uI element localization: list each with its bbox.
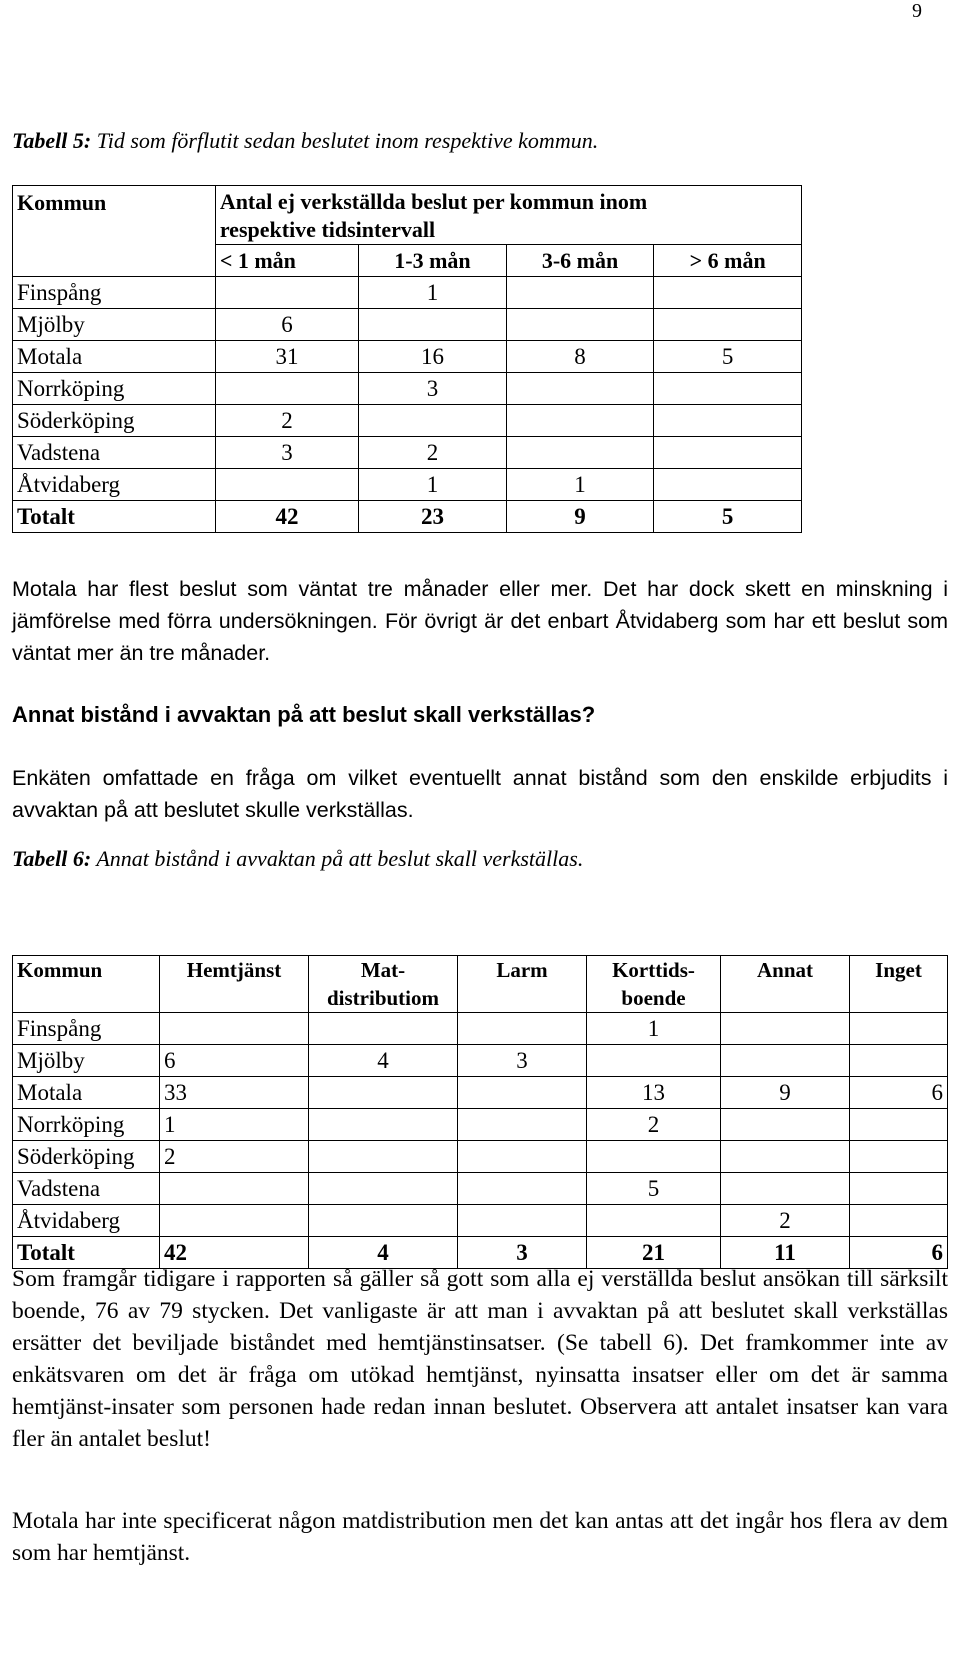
table-row	[13, 373, 802, 405]
paragraph-motala-summary: Motala har flest beslut som väntat tre månader eller mer. Det har dock skett en minskning i jämförelse med förra undersökningen. För övrigt är det enbart Åtvidaberg som har ett beslut som väntat mer än tre månader.	[12, 577, 948, 665]
table6-header-kort-line1: Korttids-	[612, 958, 695, 982]
table5-interval-header: 1-3 mån	[359, 245, 507, 277]
cell-value	[850, 1109, 948, 1141]
cell-value	[721, 1141, 850, 1173]
table-row	[13, 405, 802, 437]
cell-value	[215, 373, 358, 405]
cell-value: 9	[721, 1077, 850, 1109]
cell-kommun: Finspång	[13, 1013, 160, 1045]
paragraph-motala-note: Motala har inte specificerat någon matdistribution men det kan antas att det ingår hos flera av dem som har hemtjänst.	[12, 1508, 948, 1566]
cell-value	[721, 1013, 850, 1045]
table6-header-hemtjanst: Hemtjänst	[160, 956, 309, 1013]
cell-value	[654, 405, 802, 437]
table-row	[13, 469, 802, 501]
table5-caption	[12, 128, 598, 154]
cell-value: 6	[850, 1237, 948, 1269]
cell-value: 2	[721, 1205, 850, 1237]
cell-value: 2	[160, 1141, 309, 1173]
cell-value	[359, 309, 507, 341]
cell-value: 1	[587, 1013, 721, 1045]
cell-value	[587, 1141, 721, 1173]
table5-group-header-line1: Antal ej verkställda beslut per kommun inom	[219, 189, 648, 214]
cell-value: 42	[160, 1237, 309, 1269]
table5-group-header-line2: respektive tidsintervall	[219, 217, 436, 242]
table5-body	[13, 277, 802, 533]
cell-value	[654, 373, 802, 405]
cell-kommun: Motala	[13, 1077, 160, 1109]
cell-value: 33	[160, 1077, 309, 1109]
table-row	[13, 1109, 948, 1141]
page-number: 9	[912, 0, 922, 22]
cell-value	[506, 437, 654, 469]
cell-value	[309, 1109, 458, 1141]
cell-value	[654, 437, 802, 469]
cell-value	[458, 1173, 587, 1205]
cell-kommun: Mjölby	[13, 1045, 160, 1077]
cell-value	[850, 1173, 948, 1205]
cell-value: 5	[654, 501, 802, 533]
cell-value: 1	[160, 1109, 309, 1141]
cell-value	[160, 1013, 309, 1045]
cell-value	[850, 1013, 948, 1045]
cell-value	[309, 1205, 458, 1237]
cell-kommun: Motala	[13, 341, 216, 373]
table-row	[13, 1013, 948, 1045]
cell-value	[506, 405, 654, 437]
table-row	[13, 1173, 948, 1205]
table5-interval-header: < 1 mån	[215, 245, 358, 277]
cell-value: 11	[721, 1237, 850, 1269]
cell-value	[587, 1045, 721, 1077]
section-heading: Annat bistånd i avvaktan på att beslut skall verkställas?	[12, 702, 596, 727]
cell-value: 16	[359, 341, 507, 373]
table6-header-annat: Annat	[721, 956, 850, 1013]
table6-header-mat-line2: distributiom	[326, 986, 439, 1010]
cell-value	[309, 1013, 458, 1045]
paragraph-survey: Enkäten omfattade en fråga om vilket eventuellt annat bistånd som den enskilde erbjudits i avvaktan på att beslutet skulle verkställas.	[12, 766, 948, 822]
table6-header-mat-line1: Mat-	[360, 958, 406, 982]
cell-value	[721, 1173, 850, 1205]
cell-value	[654, 277, 802, 309]
cell-value	[309, 1173, 458, 1205]
cell-kommun: Vadstena	[13, 1173, 160, 1205]
table6-caption-text: Annat bistånd i avvaktan på att beslut skall verkställas.	[91, 846, 584, 871]
table5	[12, 185, 802, 533]
cell-value	[654, 469, 802, 501]
cell-value: 5	[587, 1173, 721, 1205]
cell-value: 6	[215, 309, 358, 341]
table6-header-kommun: Kommun	[13, 956, 160, 1013]
table5-group-header	[215, 186, 801, 245]
cell-value	[850, 1205, 948, 1237]
table5-interval-header: > 6 mån	[654, 245, 802, 277]
cell-kommun: Söderköping	[13, 405, 216, 437]
paragraph-analysis: Som framgår tidigare i rapporten så gäller så gott som alla ej verställda beslut ansökan till särksilt boende, 76 av 79 stycken. Det vanligaste är att man i avvaktan på att beslutet skall verkställas ersätter det beviljade biståndet med hemtjänstinsatser. (Se tabell 6). Det framkommer inte av enkätsvaren om det är fråga om utökad hemtjänst, nyinsatta insatser eller om det är samma hemtjänst-insater som personen hade redan innan beslutet. Observera att antalet insatser kan vara fler än antalet beslut!	[12, 1266, 948, 1452]
cell-value: 2	[215, 405, 358, 437]
table-row	[13, 437, 802, 469]
table5-caption-text: Tid som förflutit sedan beslutet inom respektive kommun.	[91, 128, 599, 153]
cell-value: 3	[458, 1045, 587, 1077]
cell-kommun: Söderköping	[13, 1141, 160, 1173]
table5-header-kommun: Kommun	[13, 186, 216, 277]
table-row	[13, 1141, 948, 1173]
cell-value: 23	[359, 501, 507, 533]
cell-kommun: Norrköping	[13, 373, 216, 405]
table-row	[13, 341, 802, 373]
cell-value: 9	[506, 501, 654, 533]
cell-value	[458, 1205, 587, 1237]
cell-value	[309, 1077, 458, 1109]
table-row	[13, 1205, 948, 1237]
total-row	[13, 501, 802, 533]
table6-header-inget: Inget	[850, 956, 948, 1013]
cell-value	[458, 1077, 587, 1109]
cell-value	[215, 277, 358, 309]
cell-value	[458, 1141, 587, 1173]
table-row	[13, 277, 802, 309]
cell-value: 3	[215, 437, 358, 469]
cell-value: 2	[587, 1109, 721, 1141]
cell-value: 6	[850, 1077, 948, 1109]
cell-kommun: Norrköping	[13, 1109, 160, 1141]
cell-value: 8	[506, 341, 654, 373]
cell-value: 2	[359, 437, 507, 469]
cell-value	[721, 1109, 850, 1141]
table6-body	[13, 1013, 948, 1269]
cell-value	[506, 373, 654, 405]
cell-value	[458, 1013, 587, 1045]
table6	[12, 955, 948, 1269]
cell-value: 21	[587, 1237, 721, 1269]
table6-caption-label: Tabell 6:	[12, 846, 92, 871]
cell-value	[506, 277, 654, 309]
cell-value	[359, 405, 507, 437]
cell-value: 3	[458, 1237, 587, 1269]
table-row	[13, 1045, 948, 1077]
cell-value: 4	[309, 1045, 458, 1077]
cell-kommun: Åtvidaberg	[13, 1205, 160, 1237]
cell-value: 4	[309, 1237, 458, 1269]
cell-value	[506, 309, 654, 341]
cell-kommun: Totalt	[13, 1237, 160, 1269]
cell-value: 5	[654, 341, 802, 373]
cell-value: 1	[359, 469, 507, 501]
cell-kommun: Vadstena	[13, 437, 216, 469]
table6-caption	[12, 846, 583, 872]
cell-value: 13	[587, 1077, 721, 1109]
cell-kommun: Finspång	[13, 277, 216, 309]
table6-header-matdistribution	[309, 956, 458, 1013]
table5-caption-label: Tabell 5:	[12, 128, 92, 153]
cell-value	[850, 1045, 948, 1077]
cell-value: 31	[215, 341, 358, 373]
cell-value	[654, 309, 802, 341]
cell-kommun: Åtvidaberg	[13, 469, 216, 501]
cell-value: 42	[215, 501, 358, 533]
cell-kommun: Mjölby	[13, 309, 216, 341]
cell-value	[309, 1141, 458, 1173]
table5-interval-header: 3-6 mån	[506, 245, 654, 277]
table-row	[13, 1077, 948, 1109]
cell-value: 1	[359, 277, 507, 309]
table-row	[13, 309, 802, 341]
cell-value	[458, 1109, 587, 1141]
cell-value	[721, 1045, 850, 1077]
cell-value	[587, 1205, 721, 1237]
cell-value: 6	[160, 1045, 309, 1077]
cell-value	[850, 1141, 948, 1173]
table6-header-korttidsboende	[587, 956, 721, 1013]
cell-kommun: Totalt	[13, 501, 216, 533]
cell-value	[215, 469, 358, 501]
table6-header-larm: Larm	[458, 956, 587, 1013]
cell-value: 3	[359, 373, 507, 405]
cell-value	[160, 1205, 309, 1237]
cell-value: 1	[506, 469, 654, 501]
cell-value	[160, 1173, 309, 1205]
table6-header-kort-line2: boende	[621, 986, 686, 1010]
